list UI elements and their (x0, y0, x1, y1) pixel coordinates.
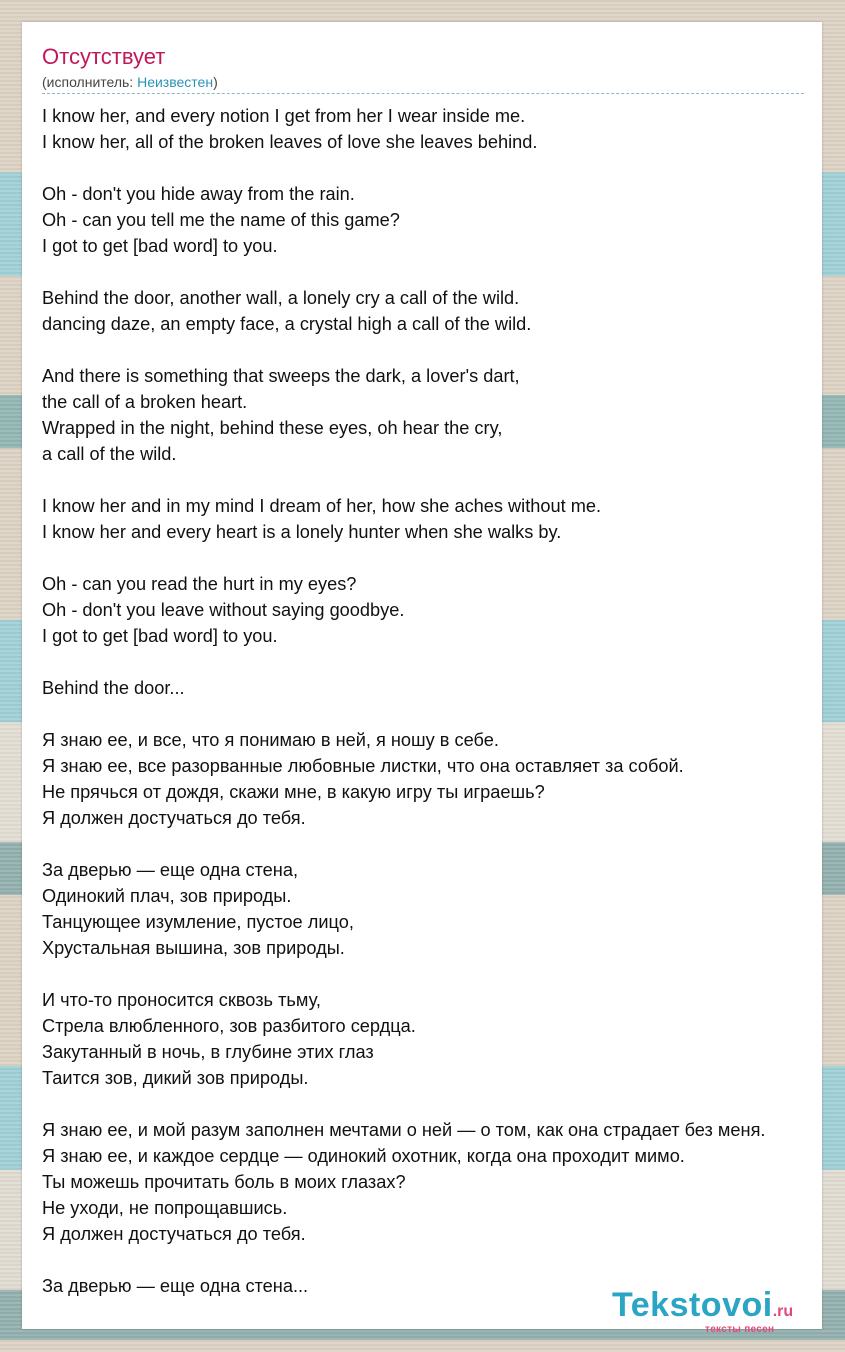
lyric-line: За дверью — еще одна стена... (42, 1276, 309, 1296)
stanza-break (42, 649, 845, 675)
lyric-line: Хрустальная вышина, зов природы. (42, 938, 345, 958)
lyric-line: I know her, and every notion I get from her I wear inside me. (42, 106, 526, 126)
artist-line (42, 74, 804, 94)
lyric-line: И что-то проносится сквозь тьму, (42, 990, 321, 1010)
lyrics-text (42, 103, 845, 1299)
lyric-line: Wrapped in the night, behind these eyes, oh hear the cry, (42, 418, 503, 438)
lyric-line: I know her and in my mind I dream of her, how she aches without me. (42, 496, 602, 516)
stanza-break (42, 467, 845, 493)
stanza-break (42, 259, 845, 285)
lyric-line: Oh - don't you leave without saying goodbye. (42, 600, 405, 620)
lyric-line: Танцующее изумление, пустое лицо, (42, 912, 354, 932)
lyric-line: I know her, all of the broken leaves of love she leaves behind. (42, 132, 538, 152)
lyric-line: Я знаю ее, и каждое сердце — одинокий охотник, когда она проходит мимо. (42, 1146, 685, 1166)
artist-link[interactable]: Неизвестен (137, 74, 214, 90)
stanza-break (42, 1247, 845, 1273)
lyric-line: I got to get [bad word] to you. (42, 626, 278, 646)
lyric-line: dancing daze, an empty face, a crystal high a call of the wild. (42, 314, 532, 334)
lyric-line: Я знаю ее, и мой разум заполнен мечтами о ней — о том, как она страдает без меня. (42, 1120, 766, 1140)
lyric-line: Не уходи, не попрощавшись. (42, 1198, 288, 1218)
logo-wordmark: Tekstovoi (612, 1286, 773, 1324)
song-title: Отсутствует (42, 44, 166, 69)
lyric-line: Я знаю ее, и все, что я понимаю в ней, я ношу в себе. (42, 730, 499, 750)
artist-suffix: ) (213, 74, 218, 90)
lyric-line: Я знаю ее, все разорванные любовные листки, что она оставляет за собой. (42, 756, 684, 776)
lyric-line: Oh - don't you hide away from the rain. (42, 184, 355, 204)
stanza-break (42, 961, 845, 987)
lyric-line: Behind the door, another wall, a lonely cry a call of the wild. (42, 288, 520, 308)
lyric-line: Таится зов, дикий зов природы. (42, 1068, 309, 1088)
lyrics-card (22, 22, 822, 1335)
logo-domain: .ru (772, 1303, 794, 1320)
site-logo[interactable] (612, 1286, 794, 1335)
logo-tagline: тексты песен (705, 1324, 775, 1335)
lyric-line: a call of the wild. (42, 444, 177, 464)
stanza-break (42, 701, 845, 727)
lyric-line: I know her and every heart is a lonely hunter when she walks by. (42, 522, 562, 542)
lyric-line: Ты можешь прочитать боль в моих глазах? (42, 1172, 406, 1192)
lyric-line: Я должен достучаться до тебя. (42, 1224, 306, 1244)
stanza-break (42, 1091, 845, 1117)
artist-prefix: (исполнитель: (42, 74, 138, 90)
lyric-line: Стрела влюбленного, зов разбитого сердца. (42, 1016, 416, 1036)
lyric-line: Behind the door... (42, 678, 185, 698)
lyric-line: Одинокий плач, зов природы. (42, 886, 292, 906)
stanza-break (42, 337, 845, 363)
lyric-line: Oh - can you read the hurt in my eyes? (42, 574, 357, 594)
lyric-line: За дверью — еще одна стена, (42, 860, 298, 880)
stanza-break (42, 831, 845, 857)
lyric-line: Oh - can you tell me the name of this game? (42, 210, 400, 230)
lyric-line: the call of a broken heart. (42, 392, 248, 412)
stanza-break (42, 545, 845, 571)
lyric-line: Я должен достучаться до тебя. (42, 808, 306, 828)
lyric-line: Закутанный в ночь, в глубине этих глаз (42, 1042, 374, 1062)
lyric-line: Не прячься от дождя, скажи мне, в какую игру ты играешь? (42, 782, 545, 802)
lyric-line: I got to get [bad word] to you. (42, 236, 278, 256)
stanza-break (42, 155, 845, 181)
lyric-line: And there is something that sweeps the dark, a lover's dart, (42, 366, 520, 386)
